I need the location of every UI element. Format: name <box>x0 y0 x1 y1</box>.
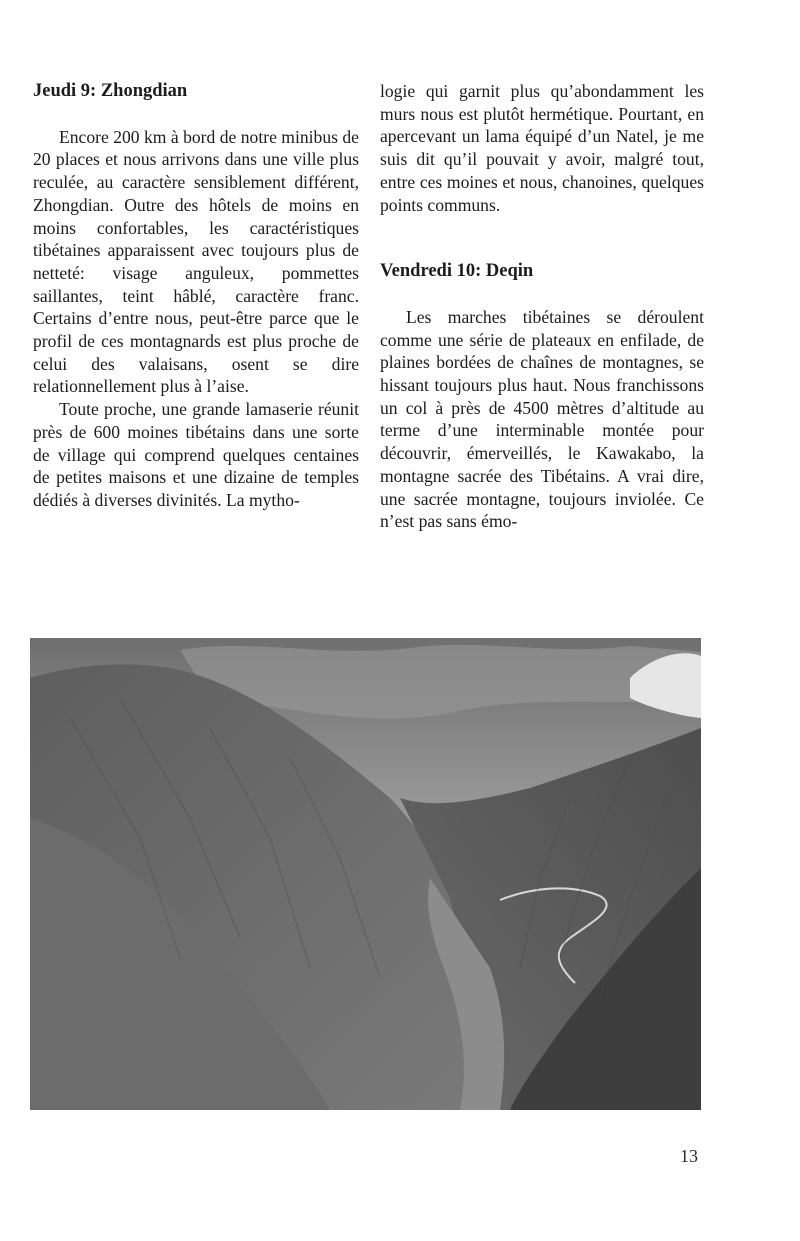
section-heading-vendredi: Vendredi 10: Deqin <box>380 261 534 282</box>
mountain-valley-photo <box>30 638 701 1110</box>
paragraph-zhongdian-arrival: Encore 200 km à bord de notre minibus de 20 places et nous arrivons dans une ville plus reculée, au caractère sensiblement différent, Zhongdian. Outre des hôtels de moins en moins confortables, les caractéristiques tibétaines apparaissent avec toujours plus de netteté: visage anguleux, pommettes saillantes, teint hâblé, caractère franc. Certains d’entre nous, peut-être parce que le profil de ces montagnards est plus proche de celui des valaisans, osent se dire relationnellement plus à l’aise. <box>33 126 359 397</box>
left-column <box>33 80 359 512</box>
paragraph-continuation: logie qui garnit plus qu’abondamment les murs nous est plutôt hermétique. Pourtant, en apercevant un lama équipé d’un Natel, je me suis dit qu’il pouvait y avoir, malgré tout, entre ces moines et nous, chanoines, quelques points communs. <box>380 81 704 215</box>
right-column <box>380 80 704 533</box>
paragraph-lamaserie: Toute proche, une grande lamaserie réunit près de 600 moines tibétains dans une sorte de village qui comprend quelques centaines de petites maisons et une dizaine de temples dédiés à diverses divinités. La mytho- <box>33 399 359 510</box>
page-number: 13 <box>680 1146 698 1166</box>
photo-illustration <box>30 638 701 1110</box>
paragraph-deqin: Les marches tibétaines se déroulent comme une série de plateaux en enfilade, de plaines bordées de chaînes de montagnes, se hissant toujours plus haut. Nous franchissons un col à près de 4500 mètres d’altitude au terme d’une interminable montée pour découvrir, émerveillés, le Kawakabo, la montagne sacrée des Tibétains. A vrai dire, une sacrée montagne, toujours inviolée. Ce n’est pas sans émo- <box>380 306 704 532</box>
section-heading-jeudi: Jeudi 9: Zhongdian <box>33 81 188 101</box>
